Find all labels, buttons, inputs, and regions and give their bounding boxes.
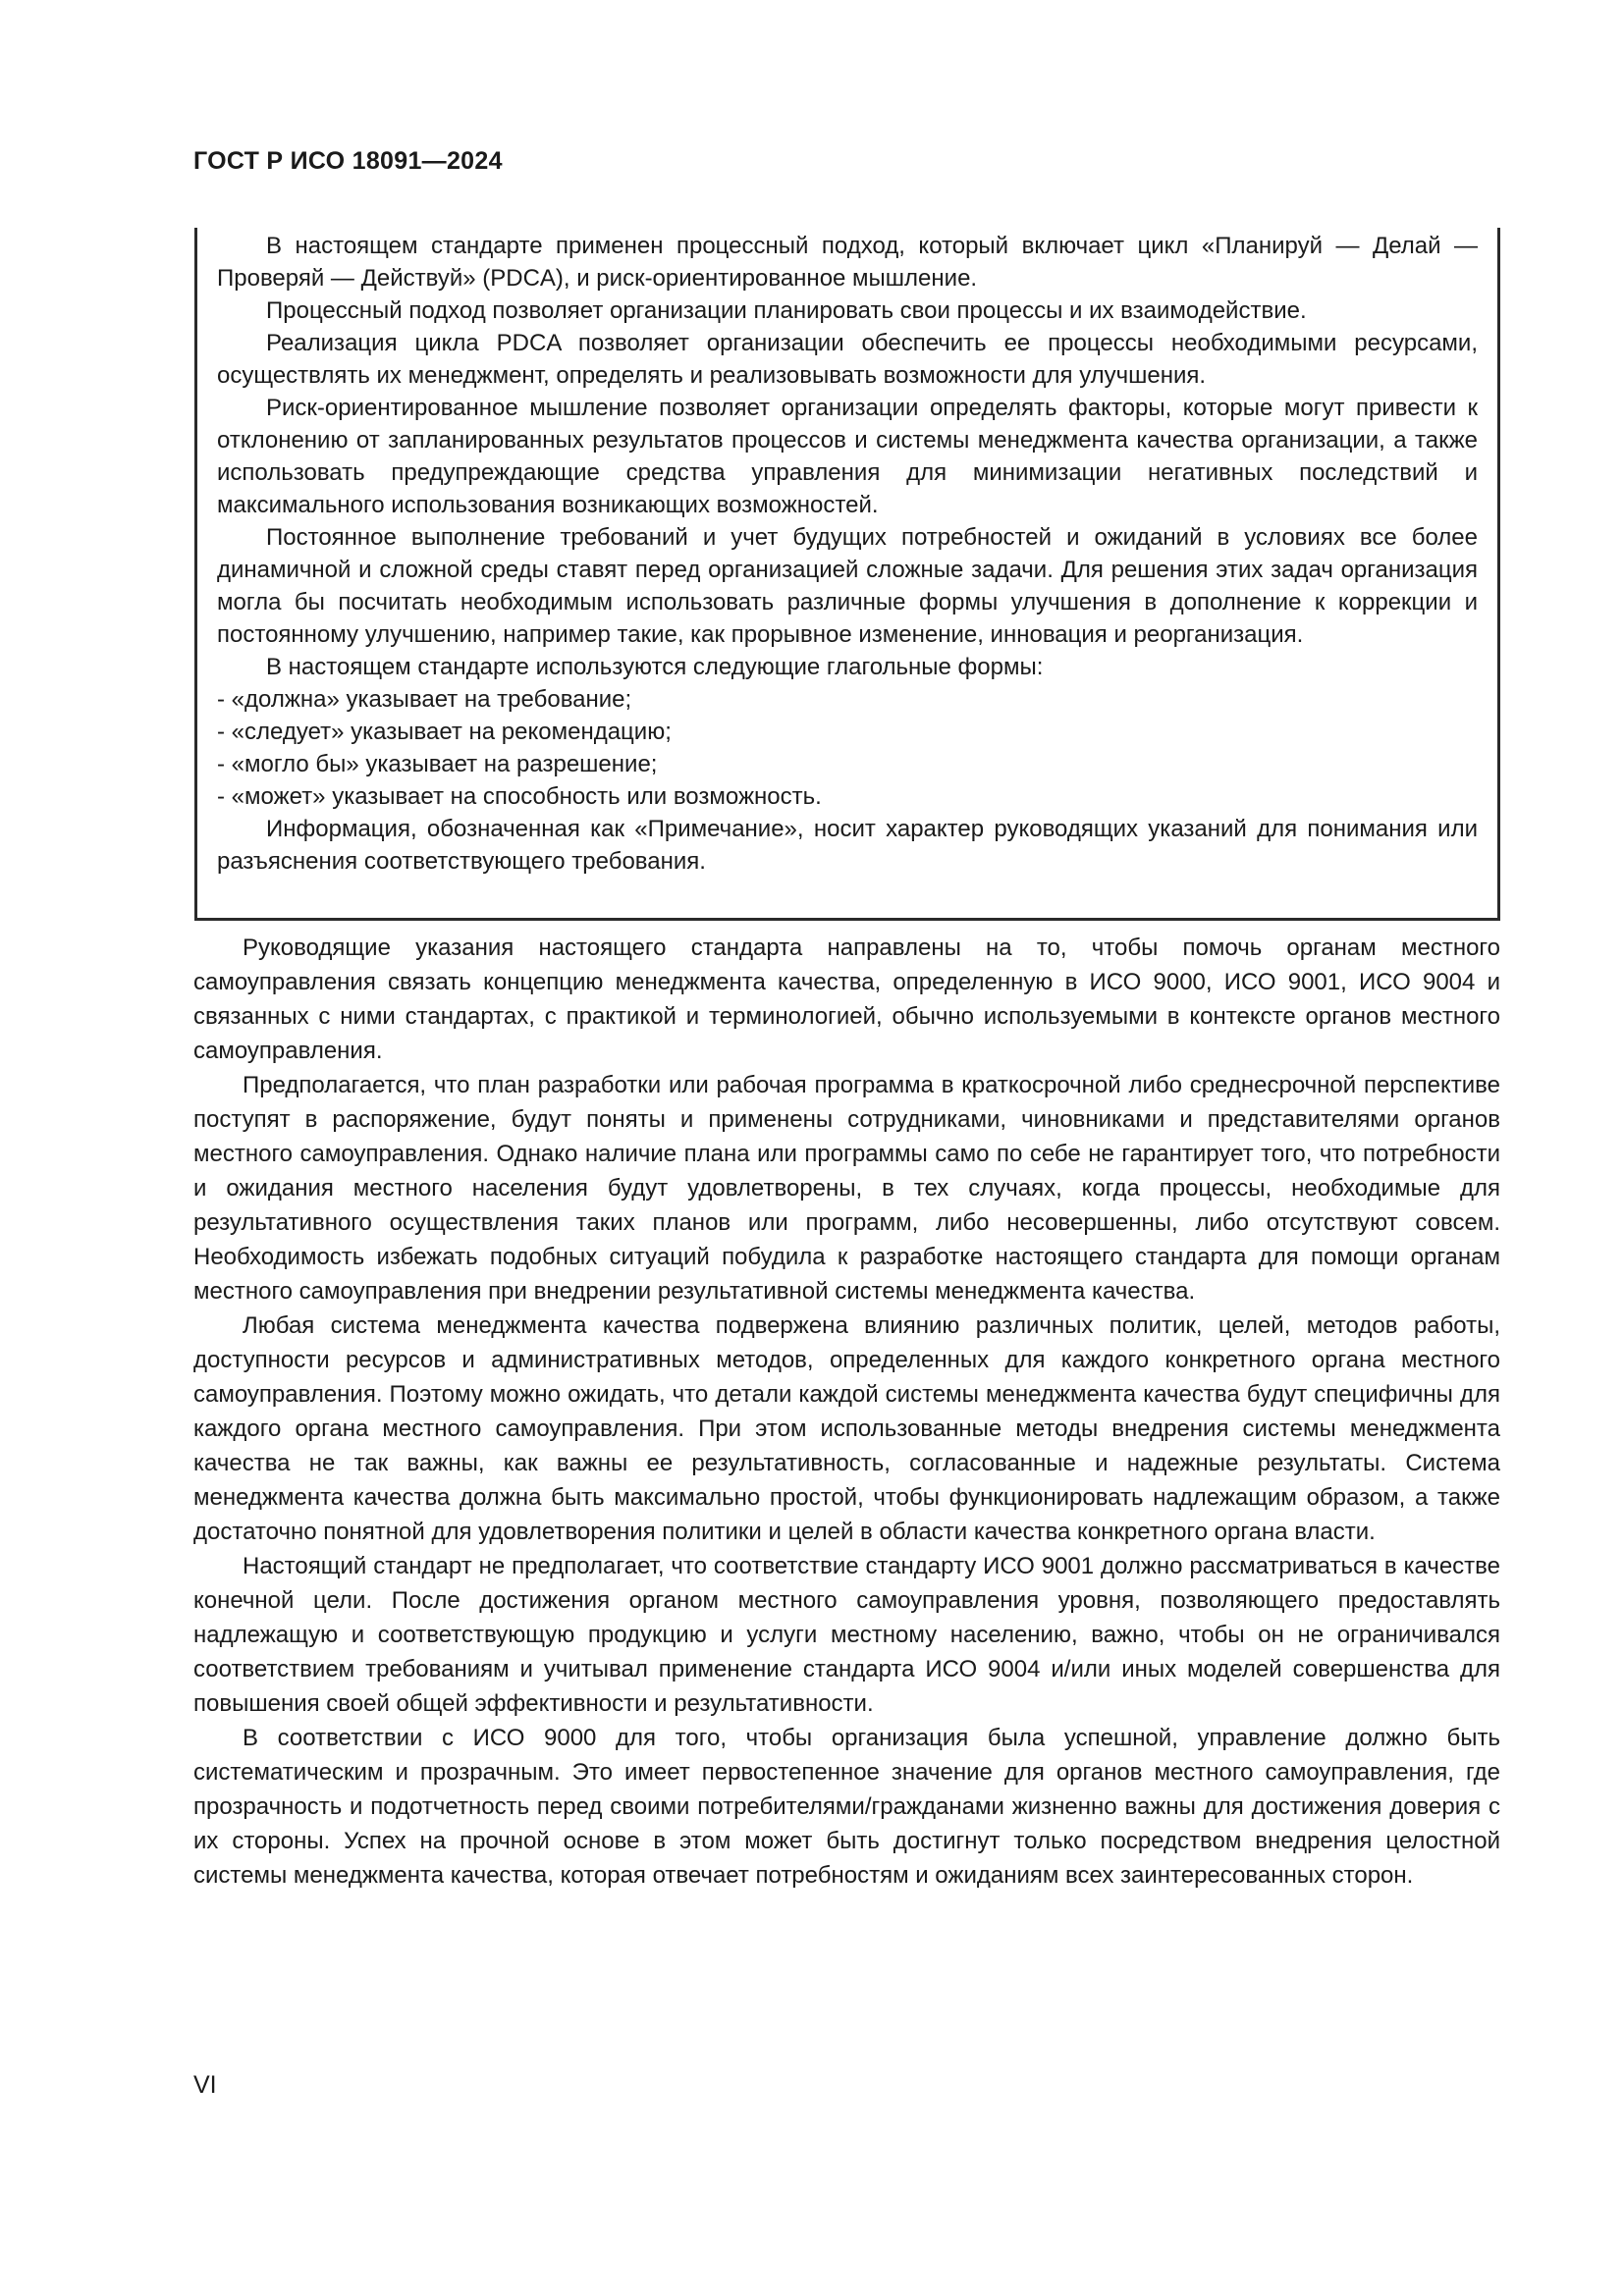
verb-forms-list — [217, 683, 1478, 813]
list-item: - «может» указывает на способность или возможность. — [217, 783, 822, 810]
introduction-box — [194, 228, 1500, 921]
body-paragraph: Настоящий стандарт не предполагает, что соответствие стандарту ИСО 9001 должно рассматриваться в качестве конечной цели. После достижения органом местного самоуправления уровня, позволяющего предоставлять надлежащую и соответствующую продукцию и услуги местному населению, важно, чтобы он не ограничивался соответствием требованиям и учитывал применение стандарта ИСО 9004 и/или иных моделей совершенства для повышения своей общей эффективности и результативности. — [193, 1553, 1500, 1717]
body-paragraph: Любая система менеджмента качества подвержена влиянию различных политик, целей, методов работы, доступности ресурсов и административных методов, определенных для каждого конкретного органа местного самоуправления. Поэтому можно ожидать, что детали каждой системы менеджмента качества будут специфичны для каждого органа местного самоуправления. При этом использованные методы внедрения системы менеджмента качества не так важны, как важны ее результативность, согласованные и надежные результаты. Система менеджмента качества должна быть максимально простой, чтобы функционировать надлежащим образом, а также достаточно понятной для удовлетворения политики и целей в области качества конкретного органа власти. — [193, 1312, 1500, 1545]
list-item: - «могло бы» указывает на разрешение; — [217, 751, 658, 777]
box-paragraph: В настоящем стандарте применен процессный подход, который включает цикл «Планируй — Делай — Проверяй — Действуй» (PDCA), и риск-ориентированное мышление. — [217, 233, 1478, 292]
box-paragraph: Процессный подход позволяет организации планировать свои процессы и их взаимодействие. — [266, 297, 1307, 324]
body-paragraph: Руководящие указания настоящего стандарта направлены на то, чтобы помочь органам местного самоуправления связать концепцию менеджмента качества, определенную в ИСО 9000, ИСО 9001, ИСО 9004 и связанных с ними стандартах, с практикой и терминологией, обычно используемыми в контексте органов местного самоуправления. — [193, 934, 1500, 1064]
box-paragraph: Риск-ориентированное мышление позволяет организации определять факторы, которые могут привести к отклонению от запланированных результатов процессов и системы менеджмента качества организации, а также использовать предупреждающие средства управления для минимизации негативных последствий и максимального использования возникающих возможностей. — [217, 395, 1478, 518]
note-paragraph: Информация, обозначенная как «Примечание», носит характер руководящих указаний для понимания или разъяснения соответствующего требования. — [217, 816, 1478, 875]
body-paragraph: В соответствии с ИСО 9000 для того, чтобы организация была успешной, управление должно быть систематическим и прозрачным. Это имеет первостепенное значение для органов местного самоуправления, где прозрачность и подотчетность перед своими потребителями/гражданами жизненно важны для достижения доверия с их стороны. Успех на прочной основе в этом может быть достигнут только посредством внедрения целостной системы менеджмента качества, которая отвечает потребностям и ожиданиям всех заинтересованных сторон. — [193, 1725, 1500, 1889]
document-header: ГОСТ Р ИСО 18091—2024 — [193, 147, 503, 175]
body-paragraph: Предполагается, что план разработки или рабочая программа в краткосрочной либо среднесрочной перспективе поступят в распоряжение, будут поняты и применены сотрудниками, чиновниками и представителями органов местного самоуправления. Однако наличие плана или программы само по себе не гарантирует того, что потребности и ожидания местного населения будут удовлетворены, в тех случаях, когда процессы, необходимые для результативного осуществления таких планов или программ, либо несовершенны, либо отсутствуют совсем. Необходимость избежать подобных ситуаций побудила к разработке настоящего стандарта для помощи органам местного самоуправления при внедрении результативной системы менеджмента качества. — [193, 1072, 1500, 1305]
box-paragraph: В настоящем стандарте используются следующие глагольные формы: — [266, 654, 1044, 680]
body-text — [193, 931, 1500, 1893]
page-number: VI — [193, 2071, 217, 2099]
box-paragraph: Реализация цикла PDCA позволяет организации обеспечить ее процессы необходимыми ресурсами, осуществлять их менеджмент, определять и реализовывать возможности для улучшения. — [217, 330, 1478, 389]
list-item: - «следует» указывает на рекомендацию; — [217, 719, 672, 745]
list-item: - «должна» указывает на требование; — [217, 686, 632, 713]
box-paragraph: Постоянное выполнение требований и учет будущих потребностей и ожиданий в условиях все более динамичной и сложной среды ставят перед организацией сложные задачи. Для решения этих задач организация могла бы посчитать необходимым использовать различные формы улучшения в дополнение к коррекции и постоянному улучшению, например такие, как прорывное изменение, инновация и реорганизация. — [217, 524, 1478, 648]
